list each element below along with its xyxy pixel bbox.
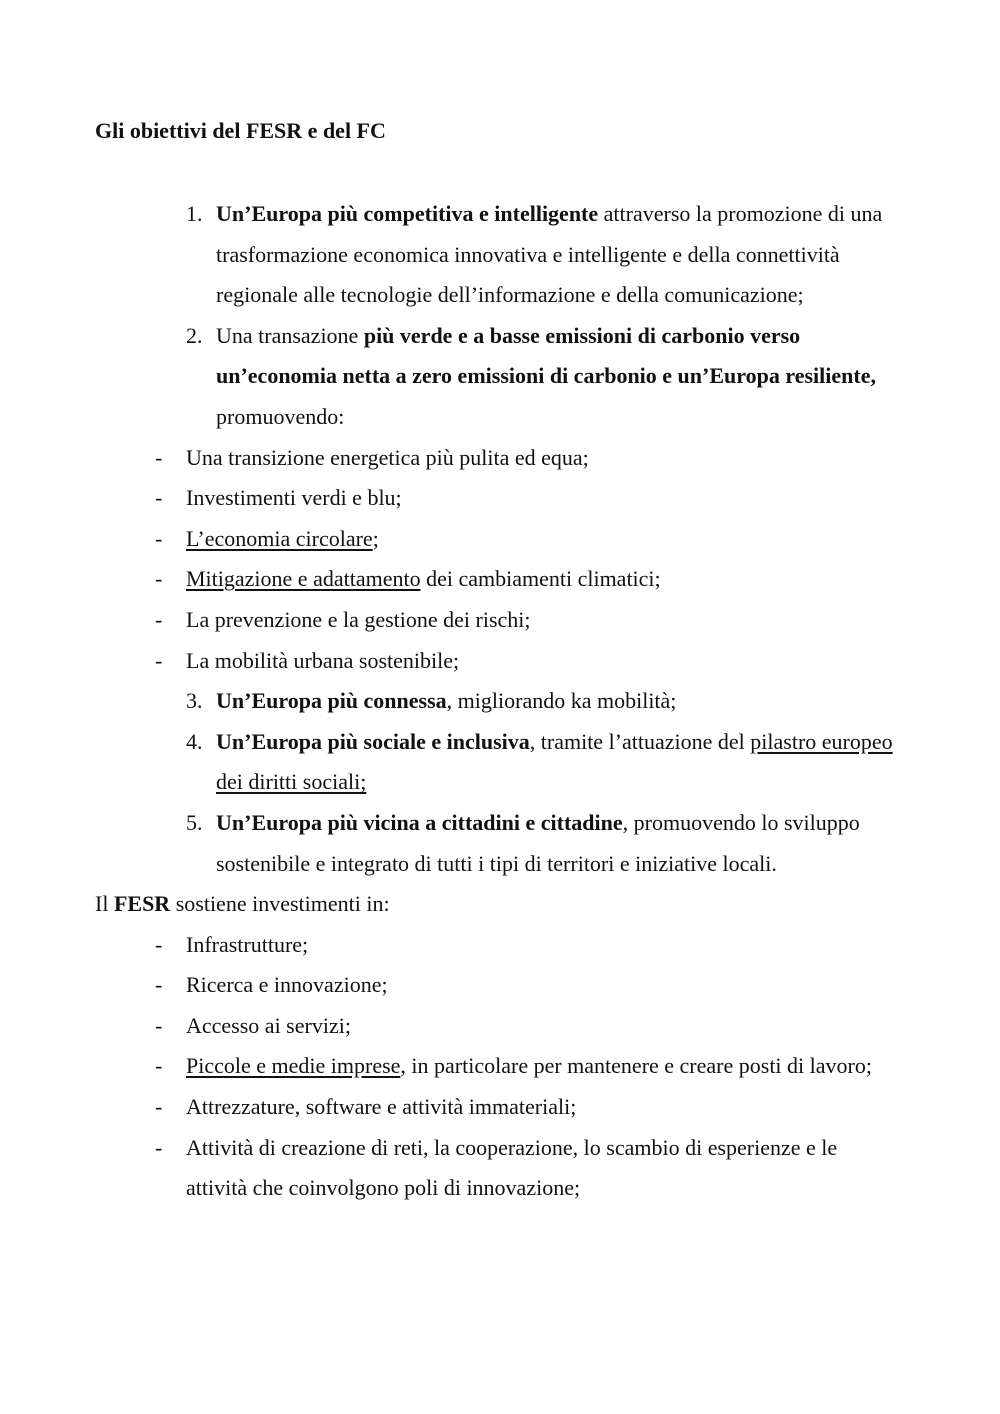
bullet-dash: -: [155, 485, 163, 511]
link-mitigation-adaptation[interactable]: Mitigazione e adattamento: [186, 566, 421, 592]
list-item: [0, 438, 1000, 479]
objective-title: Un’Europa più competitiva e intelligente: [216, 201, 599, 226]
objective-title: più verde e a basse emissioni di carbonio verso un’economia netta a zero emissioni di carbonio e un’Europa resiliente,: [216, 322, 876, 389]
item-text: La prevenzione e la gestione dei rischi;: [186, 606, 531, 632]
list-item: [0, 478, 1000, 519]
objective-prefix: Una transazione: [216, 322, 364, 348]
item-text: Ricerca e innovazione;: [186, 972, 388, 998]
bullet-dash: -: [155, 647, 163, 673]
list-item: [0, 1006, 1000, 1047]
bullet-dash: -: [155, 566, 163, 592]
bullet-dash: -: [155, 972, 163, 998]
bullet-dash: -: [155, 606, 163, 632]
list-item: [0, 519, 1000, 560]
item-text: La mobilità urbana sostenibile;: [186, 647, 460, 673]
list-item: [0, 559, 1000, 600]
paragraph-prefix: Il: [95, 891, 114, 917]
list-item: [0, 641, 1000, 682]
paragraph-text: sostiene investimenti in:: [170, 891, 390, 917]
objective-1: [0, 194, 1000, 316]
objective-text: promuovendo:: [216, 403, 345, 429]
objective-text: , tramite l’attuazione del: [529, 728, 751, 754]
list-number: 5.: [186, 809, 203, 835]
fesr-label: FESR: [113, 891, 171, 917]
item-text: Attrezzature, software e attività immateriali;: [186, 1094, 577, 1120]
list-item: [0, 925, 1000, 966]
item-text: Infrastrutture;: [186, 931, 309, 957]
list-item: [0, 965, 1000, 1006]
objective-4: [0, 722, 1000, 803]
objective-text: , migliorando ka mobilità;: [446, 688, 677, 714]
bullet-dash: -: [155, 1134, 163, 1160]
link-social-rights-pillar[interactable]: pilastro europeo dei diritti sociali;: [216, 728, 893, 795]
objective-title: Un’Europa più sociale e inclusiva: [216, 728, 530, 754]
fesr-paragraph: [0, 884, 1000, 925]
objective-5: [0, 803, 1000, 884]
bullet-dash: -: [155, 525, 163, 551]
document-body: [0, 194, 1000, 1209]
item-text: ;: [372, 525, 379, 551]
objective-text: attraverso la promozione di una trasformazione economica innovativa e intelligente e della connettività regionale alle tecnologie dell’informazione e della comunicazione;: [216, 201, 883, 308]
list-item: [0, 1087, 1000, 1128]
bullet-dash: -: [155, 444, 163, 470]
bullet-dash: -: [155, 1053, 163, 1079]
list-item: [0, 1128, 1000, 1209]
objective-text: , promuovendo lo sviluppo sostenibile e integrato di tutti i tipi di territori e iniziative locali.: [216, 809, 860, 876]
item-text: Accesso ai servizi;: [186, 1012, 351, 1038]
bullet-dash: -: [155, 1012, 163, 1038]
link-small-medium-enterprises[interactable]: Piccole e medie imprese: [186, 1053, 401, 1079]
item-text: , in particolare per mantenere e creare posti di lavoro;: [400, 1053, 872, 1079]
objective-2: [0, 316, 1000, 438]
list-item: [0, 600, 1000, 641]
page-title: Gli obiettivi del FESR e del FC: [95, 118, 386, 143]
list-number: 3.: [186, 688, 203, 714]
list-number: 1.: [186, 201, 203, 226]
objective-title: Un’Europa più vicina a cittadini e cittadine: [216, 809, 623, 835]
list-number: 4.: [186, 728, 203, 754]
item-text: Investimenti verdi e blu;: [186, 485, 402, 511]
link-circular-economy[interactable]: L’economia circolare: [186, 525, 373, 551]
objective-3: [0, 681, 1000, 722]
list-number: 2.: [186, 322, 203, 348]
item-text: Attività di creazione di reti, la cooperazione, lo scambio di esperienze e le attività che coinvolgono poli di innovazione;: [186, 1134, 838, 1201]
bullet-dash: -: [155, 931, 163, 957]
objective-title: Un’Europa più connessa: [216, 688, 447, 714]
list-item: [0, 1046, 1000, 1087]
item-text: Una transizione energetica più pulita ed equa;: [186, 444, 589, 470]
item-text: dei cambiamenti climatici;: [420, 566, 661, 592]
bullet-dash: -: [155, 1094, 163, 1120]
